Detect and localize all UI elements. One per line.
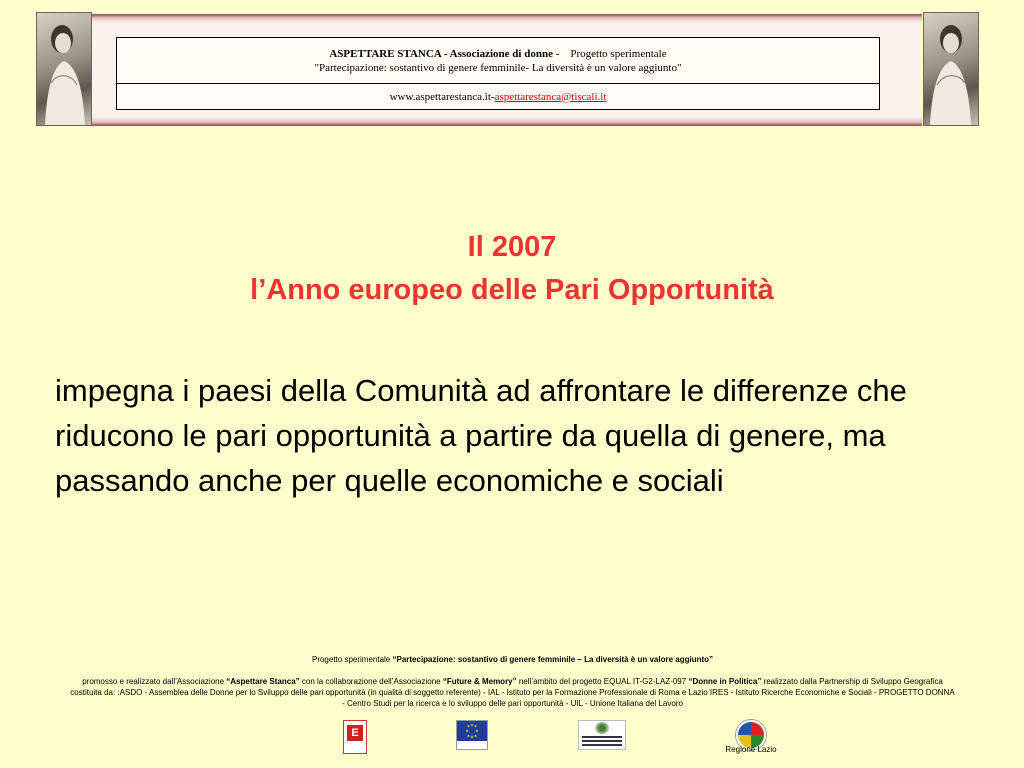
title-subtitle: l’Anno europeo delle Pari Opportunità <box>250 274 774 306</box>
eu-stars-icon <box>457 721 487 741</box>
portrait-image-right <box>923 12 979 126</box>
footer-project-title: “Partecipazione: sostantivo di genere femminile – La diversità è un valore aggiunto” <box>392 655 714 664</box>
website-link[interactable]: www.aspettarestanca.it <box>389 90 491 103</box>
eu-flag-logo <box>456 720 488 750</box>
footer-project-line <box>70 654 955 665</box>
footer-org-donne: “Donne in Politica” <box>688 677 762 686</box>
footer-org-aspettare: “Aspettare Stanca” <box>226 677 300 686</box>
slide-body-text: impegna i paesi della Comunità ad affrontare le differenze che riducono le pari opportunità a partire da quella di genere, ma passando anche per quelle economiche e sociali <box>55 373 907 498</box>
slide-title <box>0 226 1024 312</box>
equal-logo <box>343 720 367 754</box>
regione-lazio-label: Regione Lazio <box>725 745 777 754</box>
header-project-line <box>117 47 879 61</box>
portrait-image-left <box>36 12 92 126</box>
title-year: Il 2007 <box>467 231 557 263</box>
email-link[interactable]: aspettarestanca@tiscali.it <box>494 90 607 103</box>
footer-intro: promosso e realizzato dall’Associazione <box>82 677 227 686</box>
footer-org-future: “Future & Memory” <box>442 677 517 686</box>
project-title: "Partecipazione: sostantivo di genere femminile- La diversità è un valore aggiunto" <box>314 61 682 74</box>
footer-mid1: con la collaborazione dell’Associazione <box>299 677 443 686</box>
footer-credits <box>70 654 955 709</box>
header-info-box <box>116 37 880 110</box>
footer-mid2: nell’ambito del progetto EQUAL IT-G2-LAZ-097 <box>516 677 689 686</box>
header-separator: - <box>552 47 563 60</box>
ministry-text-lines <box>582 736 622 748</box>
org-name: ASPETTARE STANCA - Associazione di donne <box>329 47 553 60</box>
header-project-row <box>117 38 879 84</box>
footer-project-prefix: Progetto sperimentale <box>311 655 393 664</box>
footer-partnership-text <box>70 676 955 709</box>
italian-emblem-icon <box>595 722 609 734</box>
project-label: Progetto sperimentale <box>570 47 667 60</box>
header-contact-row <box>117 84 879 109</box>
footer-rest: realizzato dalla Partnership di Sviluppo Geografica costituita da: :ASDO - Assemblea delle Donne per lo Sviluppo delle pari opportunità (in qualità di soggetto referente) - IAL - Istituto per la Formazione Professionale di Roma e Lazio IRES - Istituto Ricerche Economiche e Sociali - PROGETTO DONNA - Centro Studi per la ricerca e lo sviluppo delle pari opportunità - UIL - Unione Italiana del Lavoro <box>70 677 955 708</box>
contact-separator: - <box>490 90 495 103</box>
equal-e-icon: E <box>347 725 363 741</box>
ministry-labour-logo <box>578 720 626 750</box>
